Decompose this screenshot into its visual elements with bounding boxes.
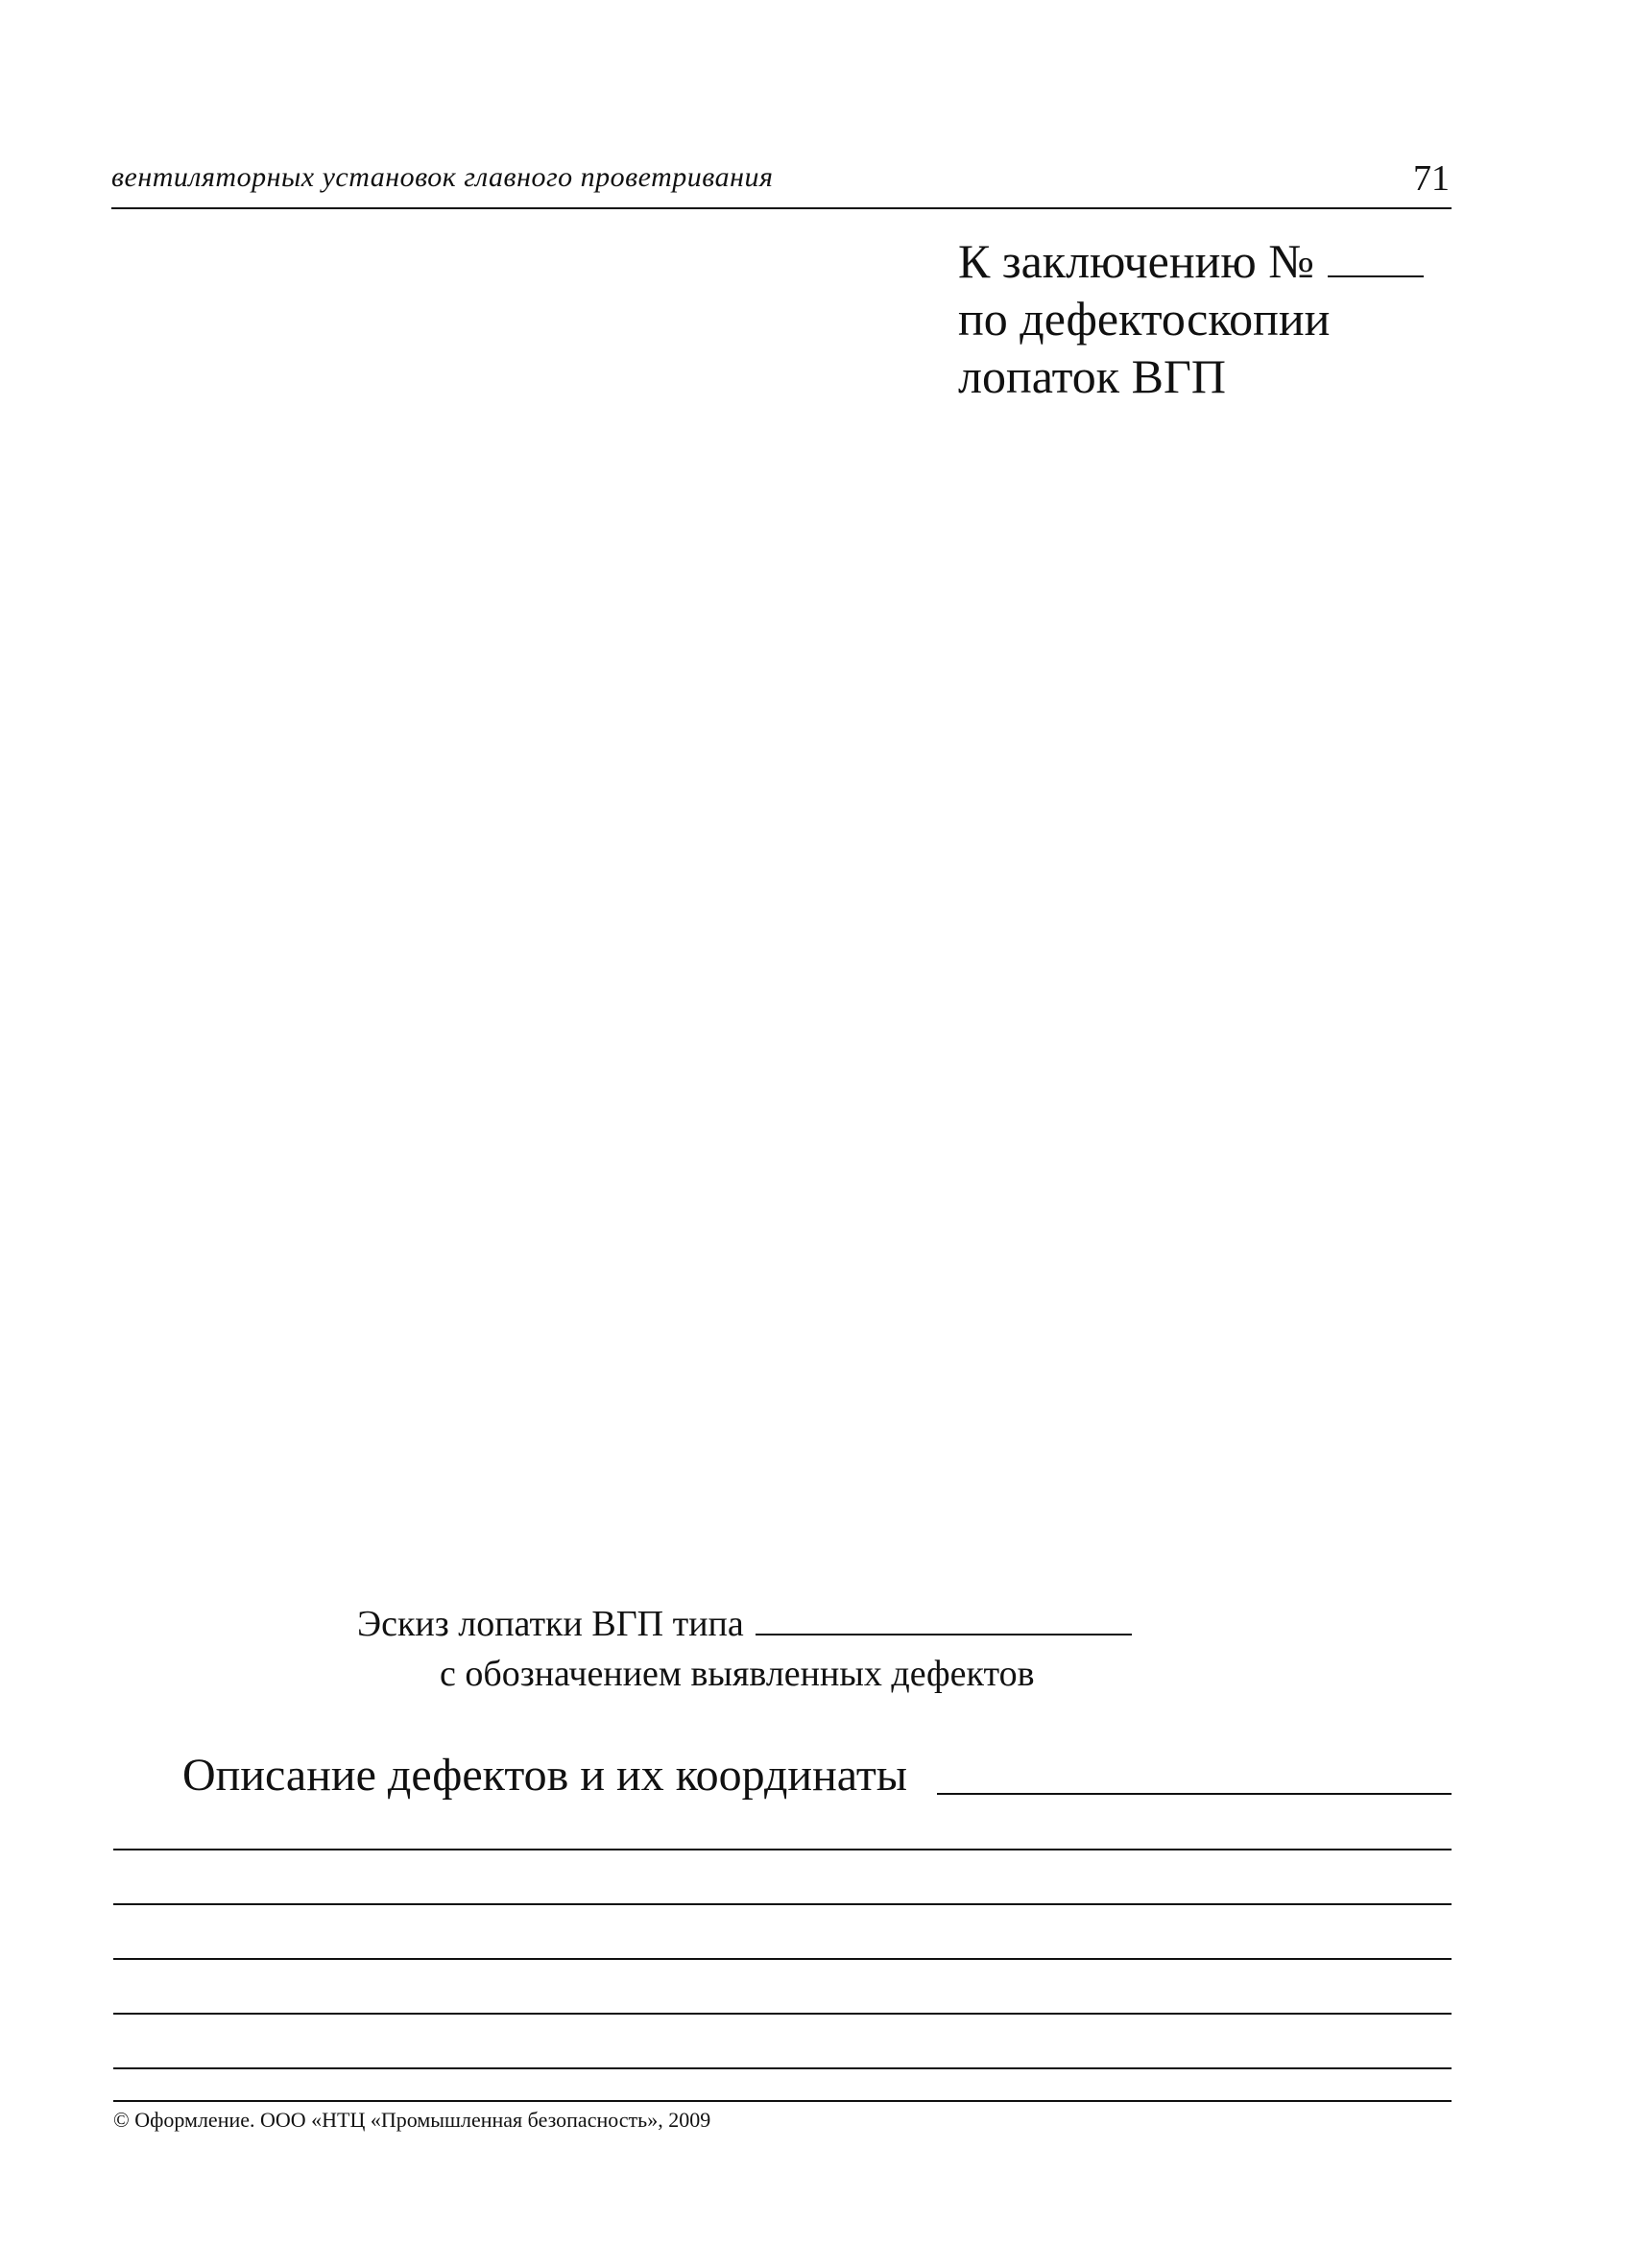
sketch-caption-line-2: с обозначением выявленных дефектов (440, 1654, 1035, 1694)
annex-line-3: лопаток ВГП (958, 349, 1226, 403)
annex-line-2: по дефектоскопии (958, 292, 1331, 346)
header-rule (111, 207, 1452, 209)
conclusion-number-blank (1328, 233, 1424, 277)
running-header-title: вентиляторных установок главного проветривания (111, 161, 774, 193)
answer-line (113, 1849, 1452, 1850)
blade-type-blank (756, 1605, 1132, 1635)
answer-line (113, 2013, 1452, 2015)
annex-block (958, 232, 1424, 405)
defects-description-title: Описание дефектов и их координаты (182, 1750, 908, 1801)
footer-rule (113, 2100, 1452, 2102)
page-number: 71 (1413, 158, 1450, 199)
sketch-caption-line-1: Эскиз лопатки ВГП типа (357, 1604, 744, 1644)
answer-line (113, 1958, 1452, 1960)
answer-line (113, 1903, 1452, 1905)
annex-conclusion-label: К заключению № (958, 234, 1314, 288)
sketch-caption (357, 1599, 1132, 1699)
annex-line-1 (958, 232, 1424, 290)
footer-copyright: © Оформление. ООО «НТЦ «Промышленная безопасность», 2009 (113, 2108, 711, 2132)
defects-title-blank-line (937, 1793, 1452, 1795)
answer-line (113, 2067, 1452, 2069)
